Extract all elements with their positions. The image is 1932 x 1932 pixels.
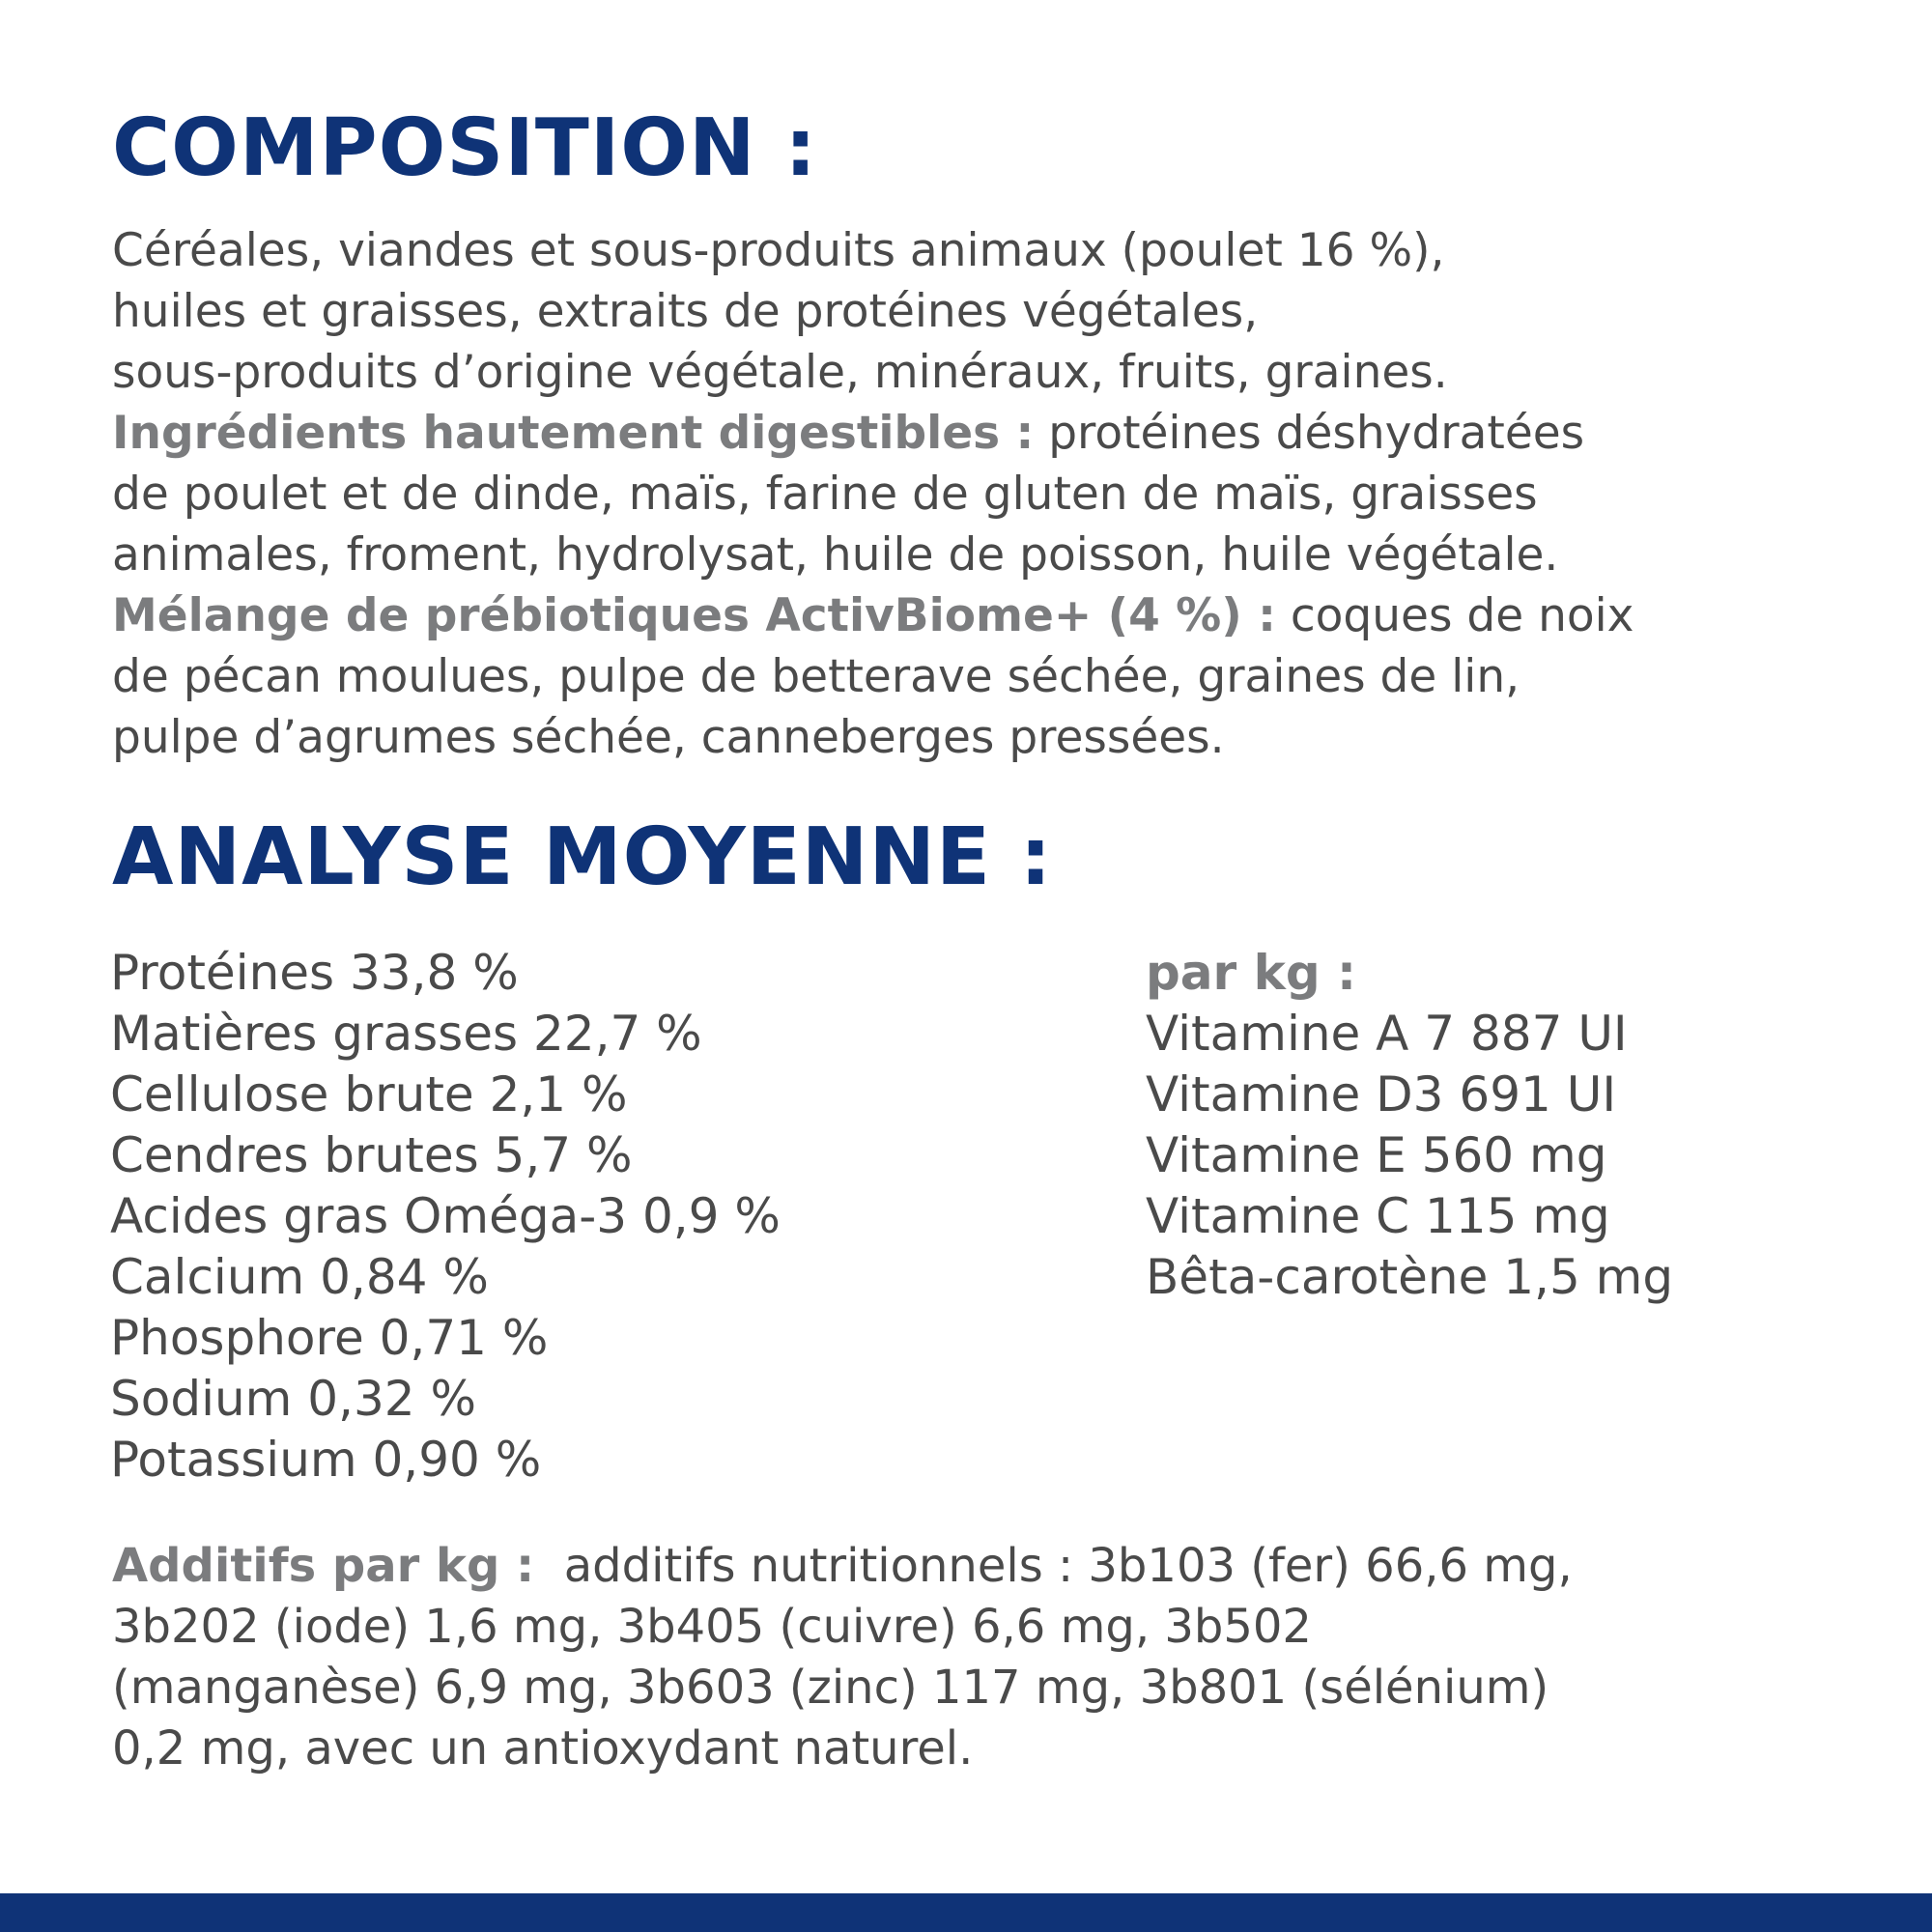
analysis-item: Sodium 0,32 % <box>110 1371 476 1427</box>
additifs-line <box>112 1536 1851 1597</box>
prebiotics-line: de pécan moulues, pulpe de betterave séchée, graines de lin, <box>112 650 1520 703</box>
prebiotics-line <box>112 585 1851 646</box>
composition-text <box>112 220 1851 768</box>
additifs-line: (manganèse) 6,9 mg, 3b603 (zinc) 117 mg, 3b801 (sélénium) <box>112 1661 1549 1715</box>
analysis-heading: ANALYSE MOYENNE : <box>112 811 1053 903</box>
ingredients-line: de poulet et de dinde, maïs, farine de gluten de maïs, graisses <box>112 468 1538 521</box>
ingredients-line <box>112 403 1851 464</box>
composition-line: sous-produits d’origine végétale, minéraux, fruits, graines. <box>112 346 1448 399</box>
analysis-item: Cellulose brute 2,1 % <box>110 1066 628 1122</box>
analysis-item: Potassium 0,90 % <box>110 1432 542 1488</box>
vitamin-item: Bêta-carotène 1,5 mg <box>1146 1249 1674 1305</box>
footer-bar <box>0 1893 1932 1932</box>
additifs-text-first: additifs nutritionnels : 3b103 (fer) 66,6 mg, <box>534 1539 1573 1593</box>
prebiotics-label: Mélange de prébiotiques ActivBiome+ (4 %) : <box>112 589 1276 642</box>
analysis-item: Phosphore 0,71 % <box>110 1310 549 1366</box>
analysis-item: Calcium 0,84 % <box>110 1249 489 1305</box>
composition-heading: COMPOSITION : <box>112 102 817 194</box>
ingredients-line: animales, froment, hydrolysat, huile de poisson, huile végétale. <box>112 528 1559 582</box>
ingredients-text: protéines déshydratées <box>1034 407 1585 460</box>
prebiotics-text: coques de noix <box>1275 589 1634 642</box>
analysis-item: Acides gras Oméga-3 0,9 % <box>110 1188 781 1244</box>
analysis-item: Cendres brutes 5,7 % <box>110 1127 633 1183</box>
analysis-right-list <box>1146 943 1673 1308</box>
composition-line: Céréales, viandes et sous-produits animaux (poulet 16 %), <box>112 224 1445 277</box>
additifs-line: 3b202 (iode) 1,6 mg, 3b405 (cuivre) 6,6 mg, 3b502 <box>112 1600 1312 1654</box>
analysis-item: Matières grasses 22,7 % <box>110 1006 702 1062</box>
ingredients-label: Ingrédients hautement digestibles : <box>112 407 1035 460</box>
additifs-label: Additifs par kg : <box>112 1539 535 1593</box>
vitamin-item: Vitamine D3 691 UI <box>1146 1066 1617 1122</box>
additifs-text <box>112 1536 1851 1779</box>
per-kg-label: par kg : <box>1146 945 1357 1001</box>
vitamin-item: Vitamine E 560 mg <box>1146 1127 1607 1183</box>
vitamin-item: Vitamine C 115 mg <box>1146 1188 1610 1244</box>
prebiotics-line: pulpe d’agrumes séchée, canneberges pressées. <box>112 711 1225 764</box>
vitamin-item: Vitamine A 7 887 UI <box>1146 1006 1628 1062</box>
analysis-item: Protéines 33,8 % <box>110 945 519 1001</box>
additifs-line: 0,2 mg, avec un antioxydant naturel. <box>112 1721 974 1776</box>
analysis-left-list <box>110 943 781 1491</box>
composition-line: huiles et graisses, extraits de protéines végétales, <box>112 285 1259 338</box>
